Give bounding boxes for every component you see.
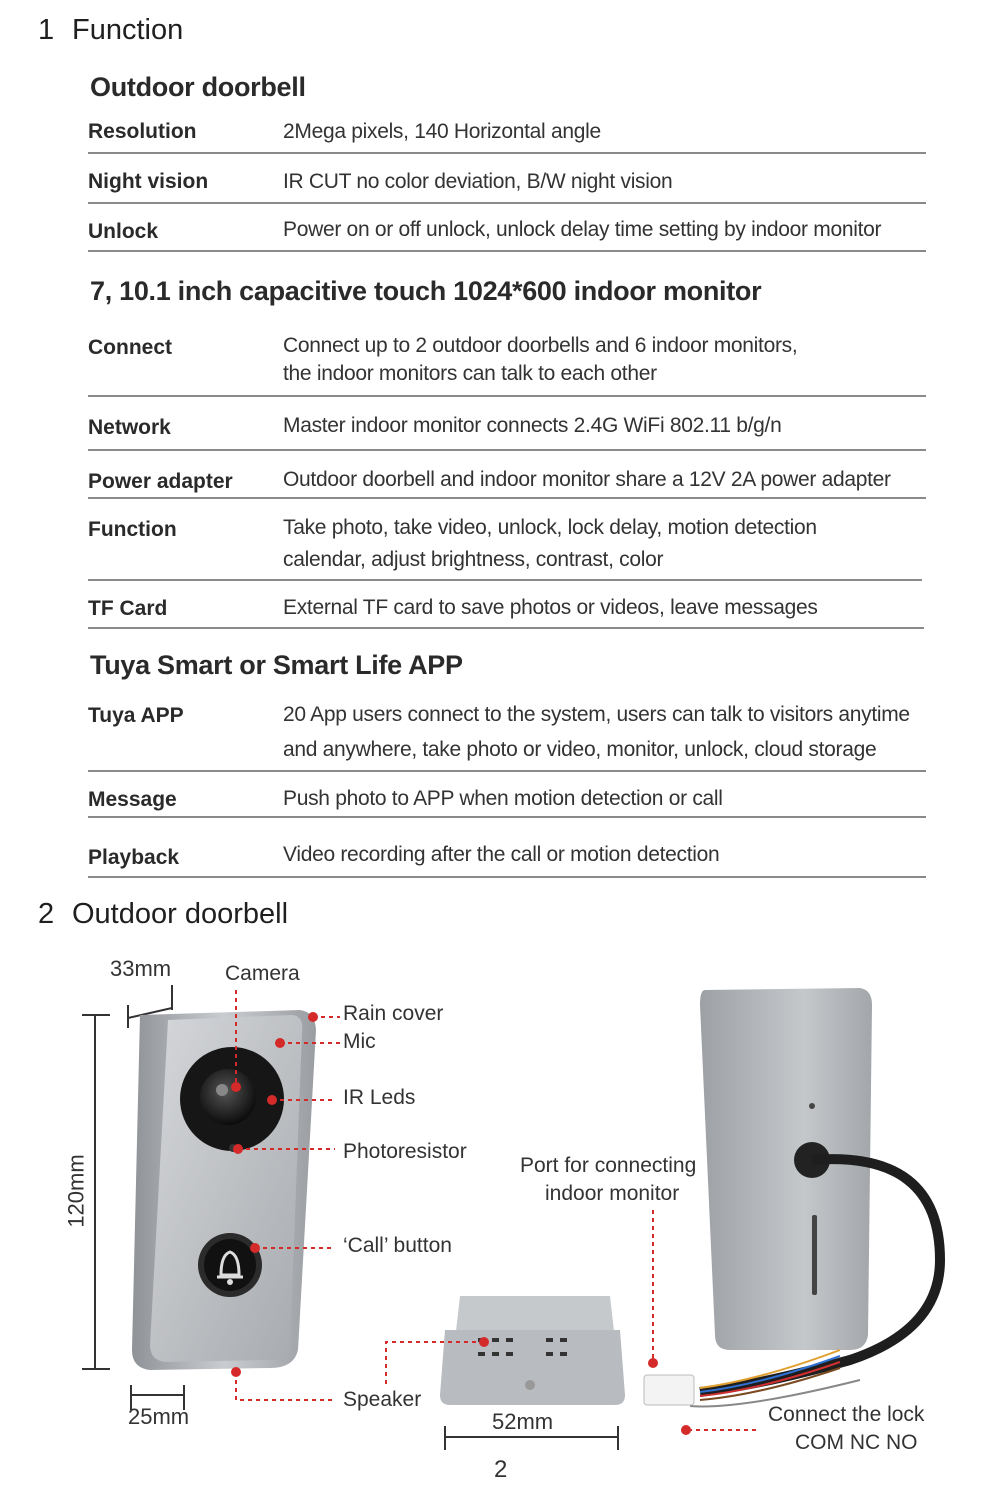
- section-title: Function: [72, 14, 184, 46]
- spec-label: Connect: [88, 336, 172, 359]
- spec-value: Video recording after the call or motion detection: [283, 843, 720, 866]
- outdoor-heading: Outdoor doorbell: [90, 72, 306, 102]
- spec-label: Network: [88, 416, 171, 439]
- depth-label: 25mm: [128, 1404, 190, 1429]
- spec-label: Function: [88, 518, 177, 541]
- spec-value-line1: Take photo, take video, unlock, lock delay, motion detection: [283, 516, 817, 539]
- spec-label: Message: [88, 788, 177, 811]
- doorbell-back-illustration: [644, 988, 940, 1406]
- width-label: 33mm: [110, 956, 172, 981]
- page-number: 2: [494, 1456, 508, 1483]
- spec-label: Power adapter: [88, 470, 233, 493]
- spec-value-line2: the indoor monitors can talk to each other: [283, 362, 657, 385]
- spec-label: Tuya APP: [88, 704, 184, 727]
- spec-value: Push photo to APP when motion detection or call: [283, 787, 723, 810]
- spec-value-line2: calendar, adjust brightness, contrast, color: [283, 548, 664, 571]
- height-label: 120mm: [63, 1154, 89, 1228]
- doorbell-front-illustration: [132, 1010, 316, 1370]
- ir-leds-label: IR Leds: [343, 1086, 416, 1109]
- spec-value-line1: 20 App users connect to the system, users can talk to visitors anytime: [283, 703, 910, 726]
- spec-value-line1: Connect up to 2 outdoor doorbells and 6 indoor monitors,: [283, 334, 798, 357]
- spec-value: IR CUT no color deviation, B/W night vision: [283, 170, 673, 193]
- spec-label: Playback: [88, 846, 180, 869]
- spec-value: 2Mega pixels, 140 Horizontal angle: [283, 120, 601, 143]
- spec-label: TF Card: [88, 597, 168, 620]
- spec-value: Outdoor doorbell and indoor monitor share a 12V 2A power adapter: [283, 468, 891, 491]
- port-label-line1: Port for connecting: [520, 1154, 697, 1177]
- spec-value-line2: and anywhere, take photo or video, monitor, unlock, cloud storage: [283, 738, 877, 761]
- lock-label-line1: Connect the lock: [768, 1403, 925, 1426]
- app-heading: Tuya Smart or Smart Life APP: [90, 650, 463, 680]
- speaker-label: Speaker: [343, 1388, 422, 1411]
- section-number: 2: [38, 898, 55, 930]
- indoor-heading: 7, 10.1 inch capacitive touch 1024*600 indoor monitor: [90, 276, 762, 306]
- spec-label: Unlock: [88, 220, 159, 243]
- mic-label: Mic: [343, 1030, 376, 1053]
- spec-value: Power on or off unlock, unlock delay time setting by indoor monitor: [283, 218, 882, 241]
- spec-value: Master indoor monitor connects 2.4G WiFi 802.11 b/g/n: [283, 414, 782, 437]
- rain-cover-label: Rain cover: [343, 1002, 444, 1025]
- base-width-label: 52mm: [492, 1409, 554, 1434]
- call-button-label: ‘Call’ button: [343, 1234, 452, 1257]
- port-label-line2: indoor monitor: [545, 1182, 680, 1205]
- spec-label: Night vision: [88, 170, 209, 193]
- photoresistor-label: Photoresistor: [343, 1140, 467, 1163]
- mounting-base-illustration: [440, 1296, 625, 1405]
- section-title: Outdoor doorbell: [72, 898, 289, 930]
- spec-value: External TF card to save photos or videos, leave messages: [283, 596, 818, 619]
- lock-label-line2: COM NC NO: [795, 1431, 918, 1454]
- camera-label: Camera: [225, 962, 300, 985]
- spec-label: Resolution: [88, 120, 197, 143]
- section-number: 1: [38, 14, 55, 46]
